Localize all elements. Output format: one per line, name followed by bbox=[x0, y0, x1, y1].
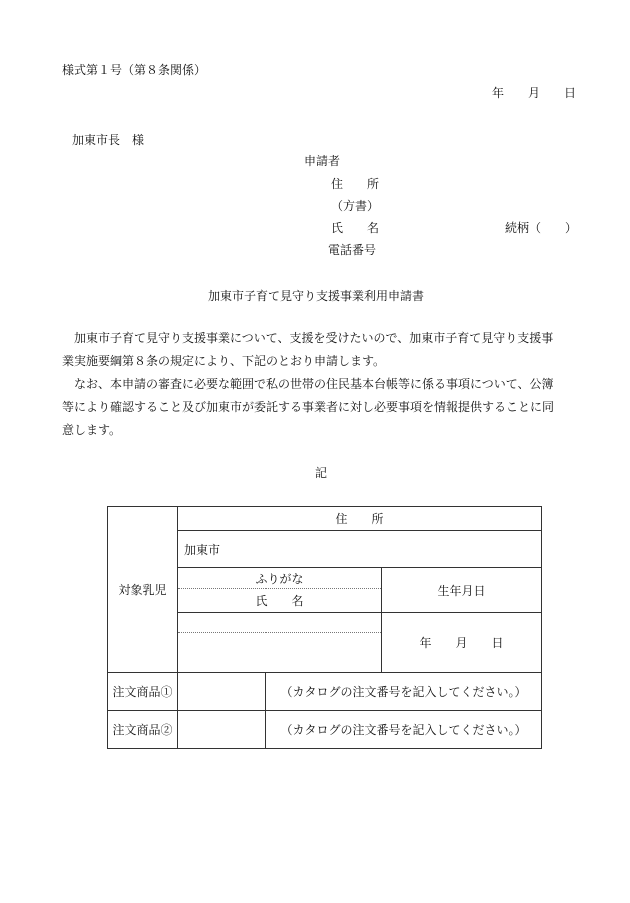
applicant-address-label: 住 所 bbox=[331, 177, 380, 191]
order1-field[interactable] bbox=[178, 673, 266, 711]
body-paragraph-2 bbox=[62, 373, 582, 442]
name-label: 氏 名 bbox=[178, 589, 382, 613]
body-line: 加東市子育て見守り支援事業について、支援を受けたいので、加東市子育て見守り支援事 bbox=[74, 331, 554, 345]
order2-field[interactable] bbox=[178, 711, 266, 749]
form-number: 様式第１号（第８条関係） bbox=[62, 63, 207, 77]
date-line: 年 月 日 bbox=[492, 86, 577, 100]
ki-heading: 記 bbox=[315, 466, 328, 480]
birthdate-field[interactable]: 年 月 日 bbox=[382, 613, 542, 673]
body-line: なお、本申請の審査に必要な範囲で私の世帯の住民基本台帳等に係る事項について、公簿 bbox=[74, 377, 554, 391]
name-field[interactable] bbox=[178, 633, 382, 673]
addressee: 加東市長 様 bbox=[72, 133, 145, 147]
furigana-field[interactable] bbox=[178, 613, 382, 633]
applicant-label: 申請者 bbox=[304, 154, 341, 168]
applicant-phone-label: 電話番号 bbox=[328, 243, 377, 257]
applicant-name-label: 氏 名 bbox=[331, 221, 380, 235]
body-line: 等により確認すること及び加東市が委託する事業者に対し必要事項を情報提供することに同 bbox=[62, 400, 555, 414]
application-table bbox=[107, 506, 542, 749]
order1-note: （カタログの注文番号を記入してください。） bbox=[266, 673, 542, 711]
target-infant-label: 対象乳児 bbox=[108, 507, 178, 673]
birthdate-label: 生年月日 bbox=[382, 568, 542, 613]
order2-label: 注文商品② bbox=[108, 711, 178, 749]
body-paragraph-1 bbox=[62, 327, 582, 373]
address-header: 住 所 bbox=[178, 507, 542, 531]
applicant-relation-label: 続柄（ ） bbox=[505, 221, 578, 235]
order2-note: （カタログの注文番号を記入してください。） bbox=[266, 711, 542, 749]
applicant-katagaki-label: （方書） bbox=[331, 199, 380, 213]
order1-label: 注文商品① bbox=[108, 673, 178, 711]
document-title: 加東市子育て見守り支援事業利用申請書 bbox=[208, 289, 425, 303]
body-line: 業実施要綱第８条の規定により、下記のとおり申請します。 bbox=[62, 354, 386, 368]
furigana-label: ふりがな bbox=[178, 568, 382, 589]
address-field[interactable]: 加東市 bbox=[178, 531, 542, 568]
body-line: 意します。 bbox=[62, 423, 122, 437]
